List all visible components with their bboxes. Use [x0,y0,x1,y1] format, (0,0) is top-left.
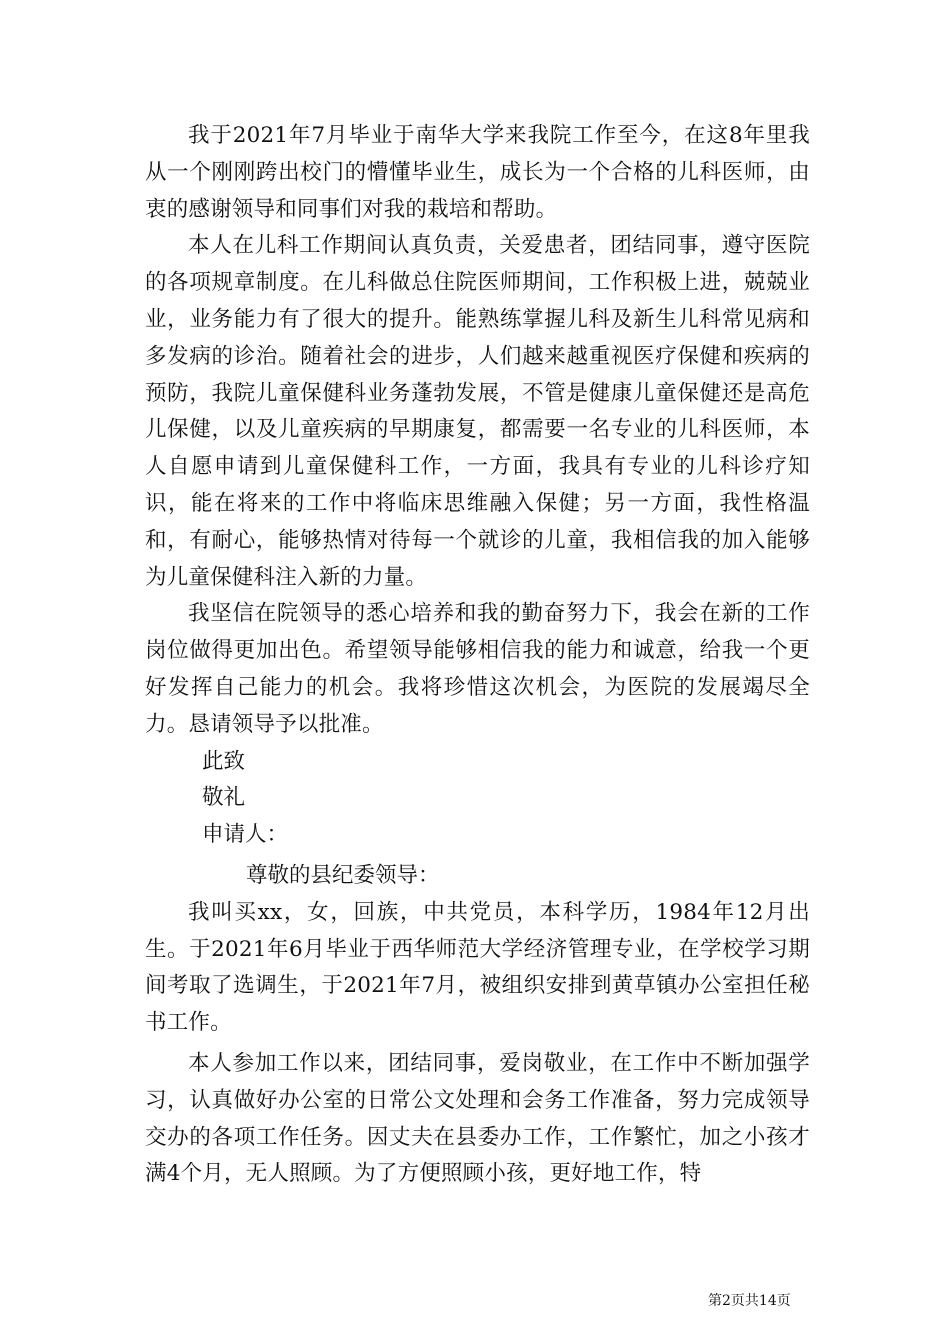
closing-jingli: 敬礼 [202,785,246,811]
page-number: 第2页共14页 [708,1293,791,1309]
letter2-salutation: 尊敬的县纪委领导： [246,862,440,888]
letter1-paragraph-3: 我坚信在院领导的悉心培养和我的勤奋努力下，我会在新的工作岗位做得更加出色。希望领导能够相信我的能力和诚意，给我一个更好发挥自己能力的机会。我将珍惜这次机会，为医院的发展竭尽全力。恳请领导予以批准。 [145,601,810,737]
closing-cizhi: 此致 [202,748,246,774]
document-body [145,118,810,1193]
letter1-paragraph-1: 我于2021年7月毕业于南华大学来我院工作至今，在这8年里我从一个刚刚跨出校门的懵懂毕业生，成长为一个合格的儿科医师，由衷的感谢领导和同事们对我的栽培和帮助。 [145,123,810,222]
letter2-paragraph-2: 本人参加工作以来，团结同事，爱岗敬业，在工作中不断加强学习，认真做好办公室的日常公文处理和会务工作准备，努力完成领导交办的各项工作任务。因丈夫在县委办工作，工作繁忙，加之小孩才满4个月，无人照顾。为了方便照顾小孩，更好地工作，特 [145,1050,810,1187]
letter1-paragraph-2: 本人在儿科工作期间认真负责，关爱患者，团结同事，遵守医院的各项规章制度。在儿科做总住院医师期间，工作积极上进，兢兢业业，业务能力有了很大的提升。能熟练掌握儿科及新生儿科常见病和多发病的诊治。随着社会的进步，人们越来越重视医疗保健和疾病的预防，我院儿童保健科业务蓬勃发展，不管是健康儿童保健还是高危儿保健，以及儿童疾病的早期康复，都需要一名专业的儿科医师，本人自愿申请到儿童保健科工作，一方面，我具有专业的儿科诊疗知识，能在将来的工作中将临床思维融入保健；另一方面，我性格温和，有耐心，能够热情对待每一个就诊的儿童，我相信我的加入能够为儿童保健科注入新的力量。 [145,233,810,590]
letter2-paragraph-1: 我叫买xx，女，回族，中共党员，本科学历，1984年12月出生。于2021年6月毕业于西华师范大学经济管理专业，在学校学习期间考取了选调生，于2021年7月，被组织安排到黄草镇办公室担任秘书工作。 [145,899,810,1036]
signature-applicant: 申请人： [202,822,289,848]
